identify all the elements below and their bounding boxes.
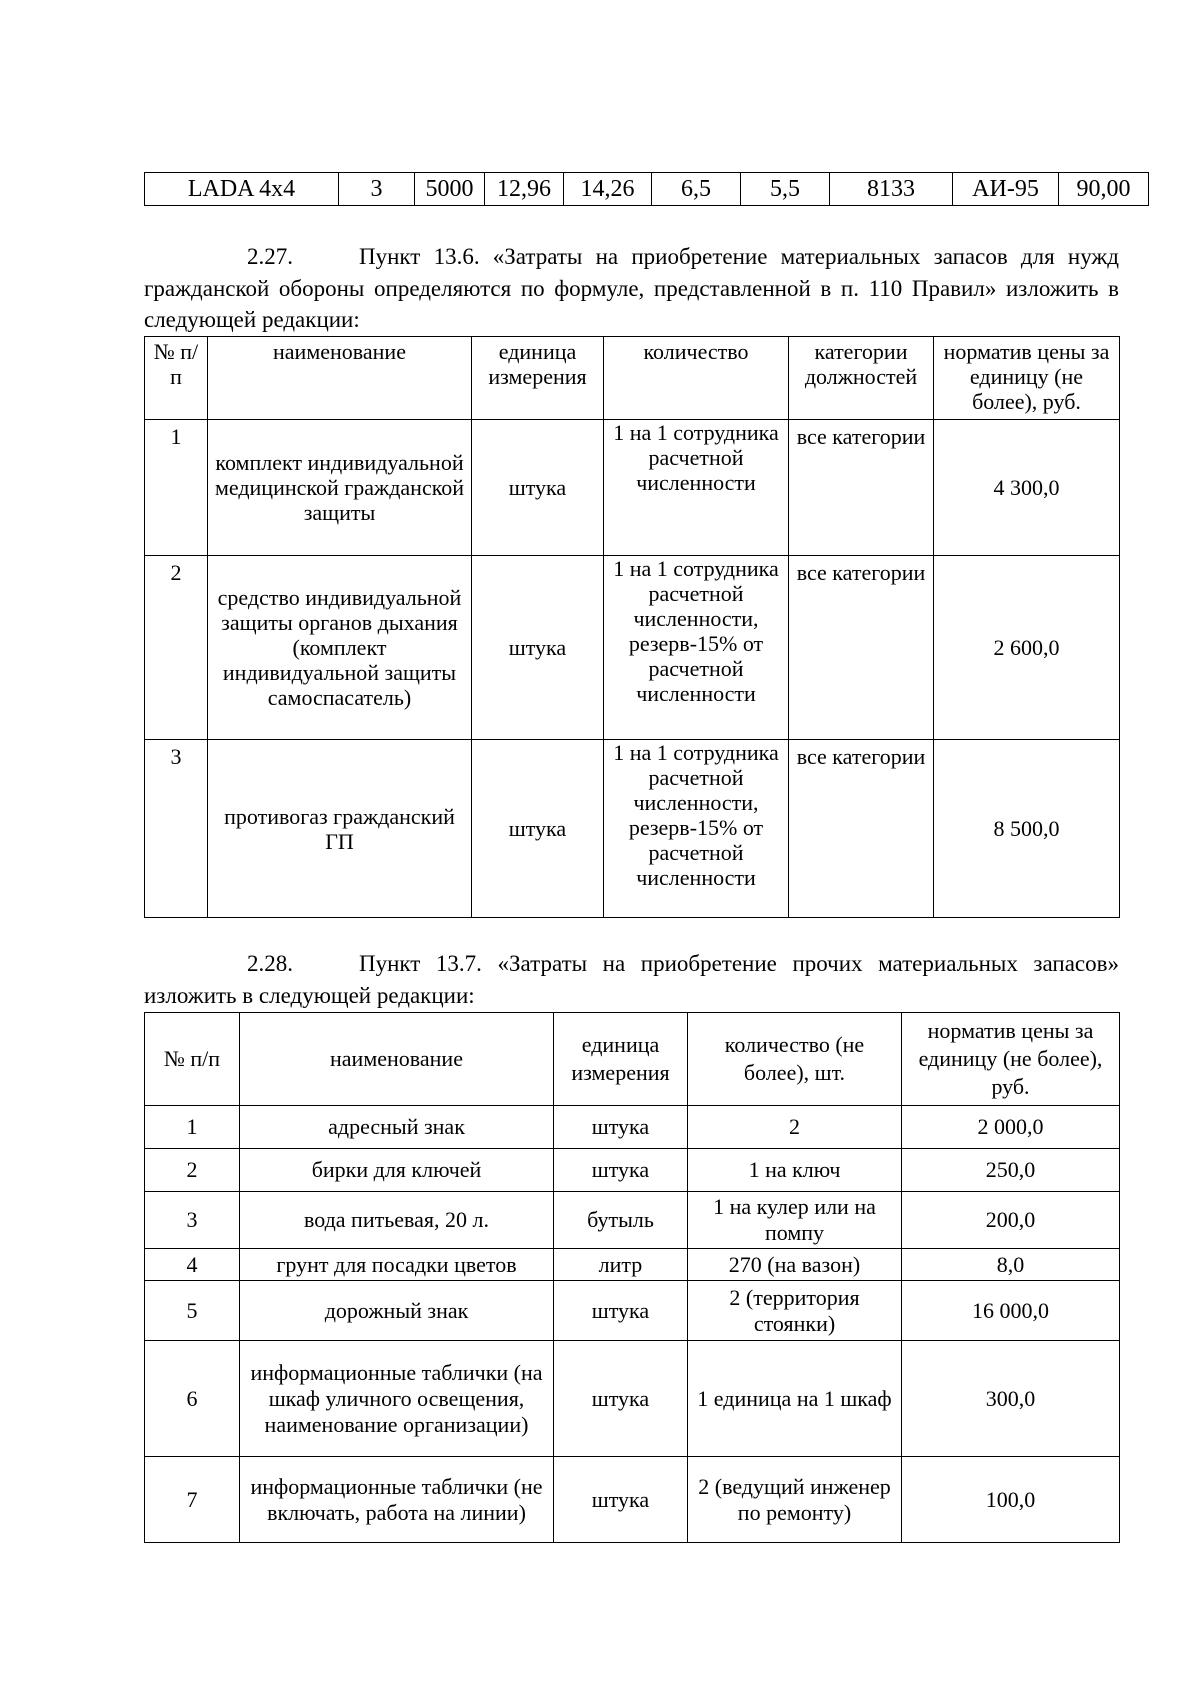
item-name: адресный знак: [240, 1106, 554, 1149]
item-quantity: 1 единица на 1 шкаф: [688, 1341, 902, 1457]
table-cell: АИ-95: [953, 173, 1059, 206]
col-header-name: наименование: [208, 337, 472, 420]
item-unit: штука: [554, 1281, 688, 1341]
item-price: 16 000,0: [902, 1281, 1120, 1341]
table-row: [145, 1281, 1120, 1341]
item-category: все категории: [789, 740, 934, 918]
item-quantity: 1 на 1 сотрудника расчетной численности, резерв-15% от расчетной численности: [604, 556, 789, 740]
item-price: 200,0: [902, 1192, 1120, 1249]
row-number: 3: [145, 740, 208, 918]
table-cell: 5,5: [741, 173, 830, 206]
row-number: 3: [145, 1192, 240, 1249]
item-name: вода питьевая, 20 л.: [240, 1192, 554, 1249]
table-header-row: [145, 337, 1120, 420]
paragraph-number: 2.28.: [247, 951, 293, 976]
item-quantity: 1 на ключ: [688, 1149, 902, 1192]
item-name: средство индивидуальной защиты органов дыхания (комплект индивидуальной защиты самоспасатель): [208, 556, 472, 740]
paragraph-text: Пункт 13.7. «Затраты на приобретение прочих материальных запасов» изложить в следующей редакции:: [144, 951, 1119, 1008]
item-unit: штука: [472, 740, 604, 918]
item-name: комплект индивидуальной медицинской гражданской защиты: [208, 420, 472, 556]
col-header-category: категории должностей: [789, 337, 934, 420]
item-category: все категории: [789, 420, 934, 556]
table-row: [145, 1249, 1120, 1281]
item-name: бирки для ключей: [240, 1149, 554, 1192]
item-unit: бутыль: [554, 1192, 688, 1249]
item-unit: штука: [554, 1457, 688, 1543]
item-name: противогаз гражданский ГП: [208, 740, 472, 918]
row-number: 7: [145, 1457, 240, 1543]
item-quantity: 2: [688, 1106, 902, 1149]
paragraph-2-27: [144, 241, 1119, 336]
table-row: [145, 1149, 1120, 1192]
item-quantity: 1 на кулер или на помпу: [688, 1192, 902, 1249]
item-unit: штука: [554, 1149, 688, 1192]
item-category: все категории: [789, 556, 934, 740]
col-header-price: норматив цены за единицу (не более), руб.: [934, 337, 1120, 420]
item-quantity: 1 на 1 сотрудника расчетной численности: [604, 420, 789, 556]
item-price: 2 000,0: [902, 1106, 1120, 1149]
item-price: 8 500,0: [934, 740, 1120, 918]
table-row: [145, 1192, 1120, 1249]
col-header-quantity: количество (не более), шт.: [688, 1013, 902, 1106]
item-quantity: 2 (территория стоянки): [688, 1281, 902, 1341]
col-header-quantity: количество: [604, 337, 789, 420]
col-header-unit: единица измерения: [472, 337, 604, 420]
col-header-price: норматив цены за единицу (не более), руб.: [902, 1013, 1120, 1106]
table-row: [145, 1341, 1120, 1457]
table-cell: 8133: [830, 173, 953, 206]
item-name: информационные таблички (не включать, работа на линии): [240, 1457, 554, 1543]
item-name: дорожный знак: [240, 1281, 554, 1341]
row-number: 6: [145, 1341, 240, 1457]
table-cell: 3: [339, 173, 415, 206]
table-row: [145, 556, 1120, 740]
other-materials-table: [144, 1012, 1120, 1543]
table-row: [145, 1106, 1120, 1149]
item-name: информационные таблички (на шкаф уличного освещения, наименование организации): [240, 1341, 554, 1457]
item-price: 2 600,0: [934, 556, 1120, 740]
table-row: [145, 173, 1149, 206]
col-header-number: № п/п: [145, 1013, 240, 1106]
paragraph-number: 2.27.: [247, 244, 293, 269]
row-number: 1: [145, 420, 208, 556]
item-unit: литр: [554, 1249, 688, 1281]
table-cell: 5000: [415, 173, 485, 206]
col-header-number: № п/п: [145, 337, 208, 420]
table-row: [145, 1457, 1120, 1543]
item-quantity: 2 (ведущий инженер по ремонту): [688, 1457, 902, 1543]
table-cell: LADA 4x4: [145, 173, 339, 206]
civil-defense-table: [144, 336, 1120, 918]
table-cell: 12,96: [485, 173, 564, 206]
row-number: 2: [145, 556, 208, 740]
paragraph-text: Пункт 13.6. «Затраты на приобретение материальных запасов для нужд гражданской обороны определяются по формуле, представленной в п. 110 Правил» изложить в следующей редакции:: [144, 244, 1119, 332]
item-price: 300,0: [902, 1341, 1120, 1457]
row-number: 2: [145, 1149, 240, 1192]
item-price: 100,0: [902, 1457, 1120, 1543]
item-name: грунт для посадки цветов: [240, 1249, 554, 1281]
paragraph-2-28: [144, 948, 1119, 1011]
table-row: [145, 740, 1120, 918]
col-header-name: наименование: [240, 1013, 554, 1106]
table-row: [145, 420, 1120, 556]
col-header-unit: единица измерения: [554, 1013, 688, 1106]
item-unit: штука: [554, 1341, 688, 1457]
item-unit: штука: [554, 1106, 688, 1149]
item-quantity: 270 (на вазон): [688, 1249, 902, 1281]
item-quantity: 1 на 1 сотрудника расчетной численности, резерв-15% от расчетной численности: [604, 740, 789, 918]
item-price: 4 300,0: [934, 420, 1120, 556]
item-unit: штука: [472, 420, 604, 556]
row-number: 4: [145, 1249, 240, 1281]
vehicle-table-fragment: [144, 172, 1149, 206]
row-number: 1: [145, 1106, 240, 1149]
item-price: 250,0: [902, 1149, 1120, 1192]
item-unit: штука: [472, 556, 604, 740]
table-cell: 6,5: [652, 173, 741, 206]
table-cell: 14,26: [564, 173, 652, 206]
row-number: 5: [145, 1281, 240, 1341]
table-cell: 90,00: [1059, 173, 1149, 206]
table-header-row: [145, 1013, 1120, 1106]
item-price: 8,0: [902, 1249, 1120, 1281]
